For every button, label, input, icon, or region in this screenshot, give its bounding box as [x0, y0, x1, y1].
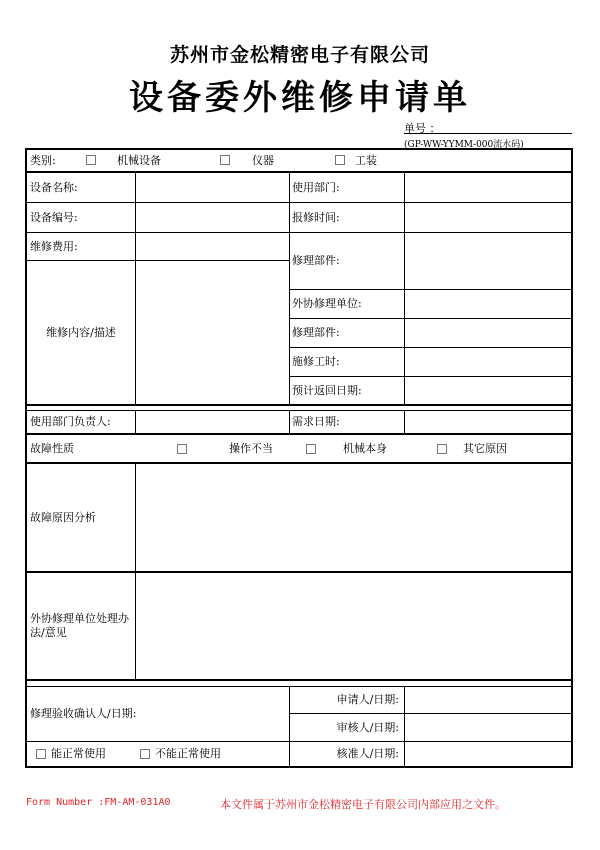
- report-time-label: 报修时间:: [292, 210, 340, 224]
- using-dept-field[interactable]: [405, 173, 570, 202]
- repair-cost-label: 维修费用:: [30, 239, 78, 253]
- form-title: 设备委外维修申请单: [129, 78, 471, 118]
- doc-number-field[interactable]: [404, 133, 572, 134]
- category-fixture-checkbox[interactable]: [335, 155, 345, 165]
- fault-option-misoperation: 操作不当: [229, 441, 273, 455]
- equipment-no-label: 设备编号:: [30, 210, 78, 224]
- fault-other-checkbox[interactable]: [437, 444, 447, 454]
- doc-number-hint: (GP-WW-YYMM-000流水码): [404, 140, 524, 150]
- column-divider: [289, 171, 290, 404]
- dept-manager-label: 使用部门负责人:: [30, 415, 111, 428]
- fault-analysis-label: 故障原因分析: [30, 510, 96, 524]
- category-option-machine: 机械设备: [117, 154, 161, 167]
- row-divider: [27, 679, 571, 681]
- outsource-opinion-field[interactable]: [136, 573, 570, 679]
- repair-parts-2-label: 修理部件:: [292, 326, 340, 339]
- usable-option: 能正常使用: [51, 747, 106, 760]
- repair-parts-field[interactable]: [405, 233, 570, 289]
- fault-nature-label: 故障性质: [30, 441, 74, 455]
- fault-misoperation-checkbox[interactable]: [177, 444, 187, 454]
- repair-parts-2-field[interactable]: [405, 319, 570, 347]
- required-date-label: 需求日期:: [292, 415, 340, 428]
- reviewer-label: 审核人/日期:: [336, 720, 399, 734]
- reviewer-field[interactable]: [405, 714, 570, 741]
- category-option-instrument: 仪器: [252, 154, 274, 167]
- unusable-checkbox[interactable]: [140, 749, 150, 759]
- doc-number-label: 单号 ：: [404, 122, 441, 135]
- return-date-field[interactable]: [405, 377, 570, 404]
- acceptance-field[interactable]: [27, 687, 289, 741]
- outsource-opinion-label: 外协修理单位处理办法/意见: [30, 612, 129, 639]
- equipment-no-field[interactable]: [136, 203, 288, 232]
- fault-mechanical-checkbox[interactable]: [306, 444, 316, 454]
- unusable-option: 不能正常使用: [155, 747, 221, 760]
- internal-notice: 本文件属于苏州市金松精密电子有限公司内部应用之文件。: [220, 798, 506, 811]
- repair-parts-label: 修理部件:: [292, 254, 340, 267]
- category-instrument-checkbox[interactable]: [220, 155, 230, 165]
- required-date-field[interactable]: [405, 411, 570, 433]
- row-divider: [27, 404, 571, 406]
- return-date-label: 预计返回日期:: [292, 383, 362, 397]
- fault-option-mechanical: 机械本身: [343, 441, 387, 455]
- request-form: [25, 148, 573, 768]
- using-dept-label: 使用部门:: [292, 180, 340, 194]
- outsource-unit-field[interactable]: [405, 290, 570, 318]
- equipment-name-label: 设备名称:: [30, 180, 78, 194]
- repair-content-field[interactable]: [136, 261, 288, 404]
- category-label: 类别:: [30, 154, 56, 167]
- usable-checkbox[interactable]: [36, 749, 46, 759]
- outsource-unit-label: 外协修理单位:: [292, 297, 362, 310]
- applicant-field[interactable]: [405, 687, 570, 713]
- repair-content-label: 维修内容/描述: [46, 325, 116, 339]
- acceptance-label: 修理验收确认人/日期:: [30, 707, 137, 720]
- work-time-field[interactable]: [405, 348, 570, 376]
- approver-label: 核准人/日期:: [336, 747, 399, 760]
- dept-manager-field[interactable]: [136, 411, 288, 433]
- work-time-label: 施修工时:: [292, 355, 340, 368]
- form-number: Form Number :FM-AM-031A0: [26, 797, 171, 808]
- category-machine-checkbox[interactable]: [86, 155, 96, 165]
- category-option-fixture: 工装: [355, 154, 377, 167]
- company-name: 苏州市金松精密电子有限公司: [169, 44, 430, 66]
- report-time-field[interactable]: [405, 203, 570, 232]
- fault-option-other: 其它原因: [463, 441, 507, 455]
- applicant-label: 申请人/日期:: [336, 693, 399, 706]
- equipment-name-field[interactable]: [136, 173, 288, 202]
- repair-cost-field[interactable]: [136, 233, 288, 260]
- fault-analysis-field[interactable]: [136, 464, 570, 571]
- column-divider: [289, 410, 290, 433]
- approver-field[interactable]: [405, 742, 570, 766]
